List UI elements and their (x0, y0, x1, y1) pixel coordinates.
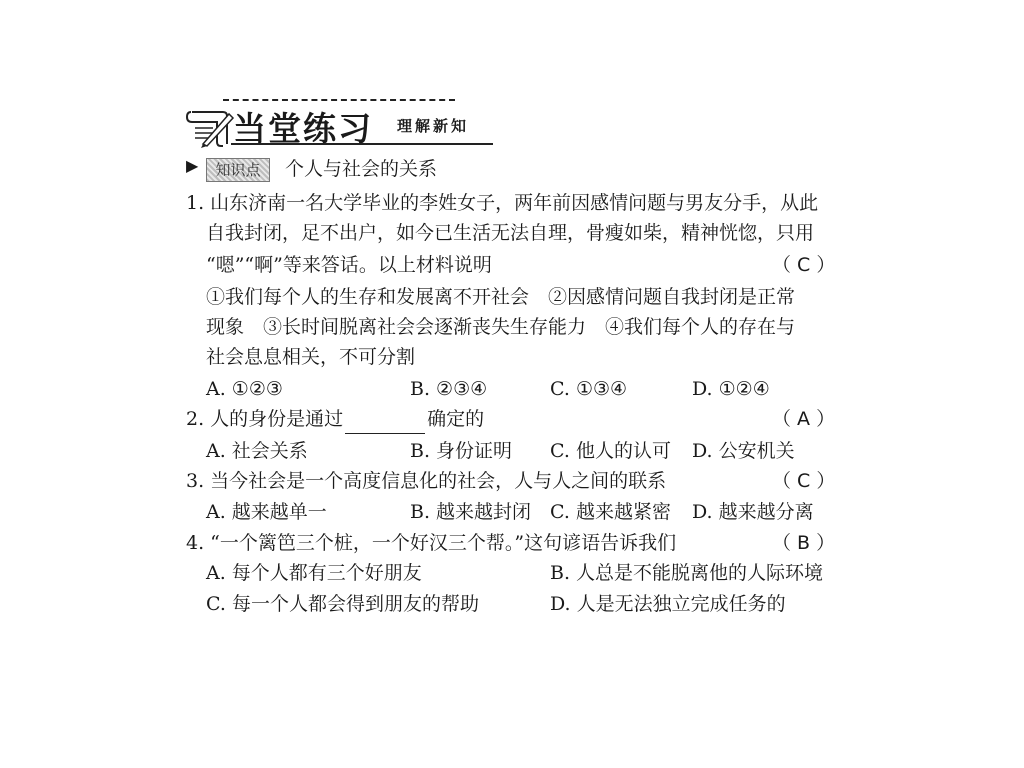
q3-answer: （ C ） (772, 470, 836, 492)
banner-subtitle: 理解新知 (397, 117, 470, 135)
q2-stem-start: 2. 人的身份是通过 (186, 408, 344, 430)
q4-option-b: B. 人总是不能脱离他的人际环境 (550, 562, 824, 584)
q2-blank (345, 413, 425, 434)
q3-option-c: C. 越来越紧密 (550, 501, 671, 523)
section-banner (183, 96, 493, 152)
q1-answer: （ C ） (772, 254, 836, 276)
q2-option-d: D. 公安机关 (692, 440, 795, 462)
q2-option-c: C. 他人的认可 (550, 440, 671, 462)
q3-option-b: B. 越来越封闭 (410, 501, 532, 523)
q1-option-b: B. ②③④ (410, 378, 488, 400)
q1-option-d: D. ①②④ (692, 378, 770, 400)
q1-option-c: C. ①③④ (550, 378, 628, 400)
knowledge-badge: 知识点 (206, 158, 270, 182)
q3-stem: 3. 当今社会是一个高度信息化的社会，人与人之间的联系 (186, 470, 667, 492)
q3-option-d: D. 越来越分离 (692, 501, 814, 523)
q2-option-a: A. 社会关系 (206, 440, 308, 462)
q1-line-6: 社会息息相关，不可分割 (206, 346, 416, 368)
banner-title: 当堂练习 (233, 109, 373, 148)
scroll-pen-icon (183, 104, 239, 148)
banner-dashed-line (223, 99, 455, 101)
q2-stem-end: 确定的 (427, 408, 485, 430)
q4-option-a: A. 每个人都有三个好朋友 (206, 562, 422, 584)
q4-option-d: D. 人是无法独立完成任务的 (550, 593, 786, 615)
triangle-arrow-icon: ▶ (186, 156, 199, 175)
q1-line-3: “嗯”“啊”等来答话。以上材料说明 (206, 254, 492, 276)
q1-line-2: 自我封闭，足不出户，如今已生活无法自理，骨瘦如柴，精神恍惚，只用 (206, 222, 815, 244)
q2-option-b: B. 身份证明 (410, 440, 513, 462)
banner-underline (231, 143, 493, 145)
q2-answer: （ A ） (772, 408, 836, 430)
q1-line-5: 现象 ③长时间脱离社会会逐渐丧失生存能力 ④我们每个人的存在与 (206, 316, 796, 338)
q3-option-a: A. 越来越单一 (206, 501, 327, 523)
q2-stem (186, 404, 484, 434)
q1-option-a: A. ①②③ (206, 378, 283, 400)
q4-answer: （ B ） (772, 532, 836, 554)
q4-option-c: C. 每一个人都会得到朋友的帮助 (206, 593, 479, 615)
q1-line-1: 1. 山东济南一名大学毕业的李姓女子，两年前因感情问题与男友分手，从此 (186, 192, 819, 214)
q1-line-4: ①我们每个人的生存和发展离不开社会 ②因感情问题自我封闭是正常 (206, 286, 796, 308)
section-title: 个人与社会的关系 (285, 158, 438, 180)
q4-stem: 4. “一个篱笆三个桩，一个好汉三个帮。”这句谚语告诉我们 (186, 532, 677, 554)
